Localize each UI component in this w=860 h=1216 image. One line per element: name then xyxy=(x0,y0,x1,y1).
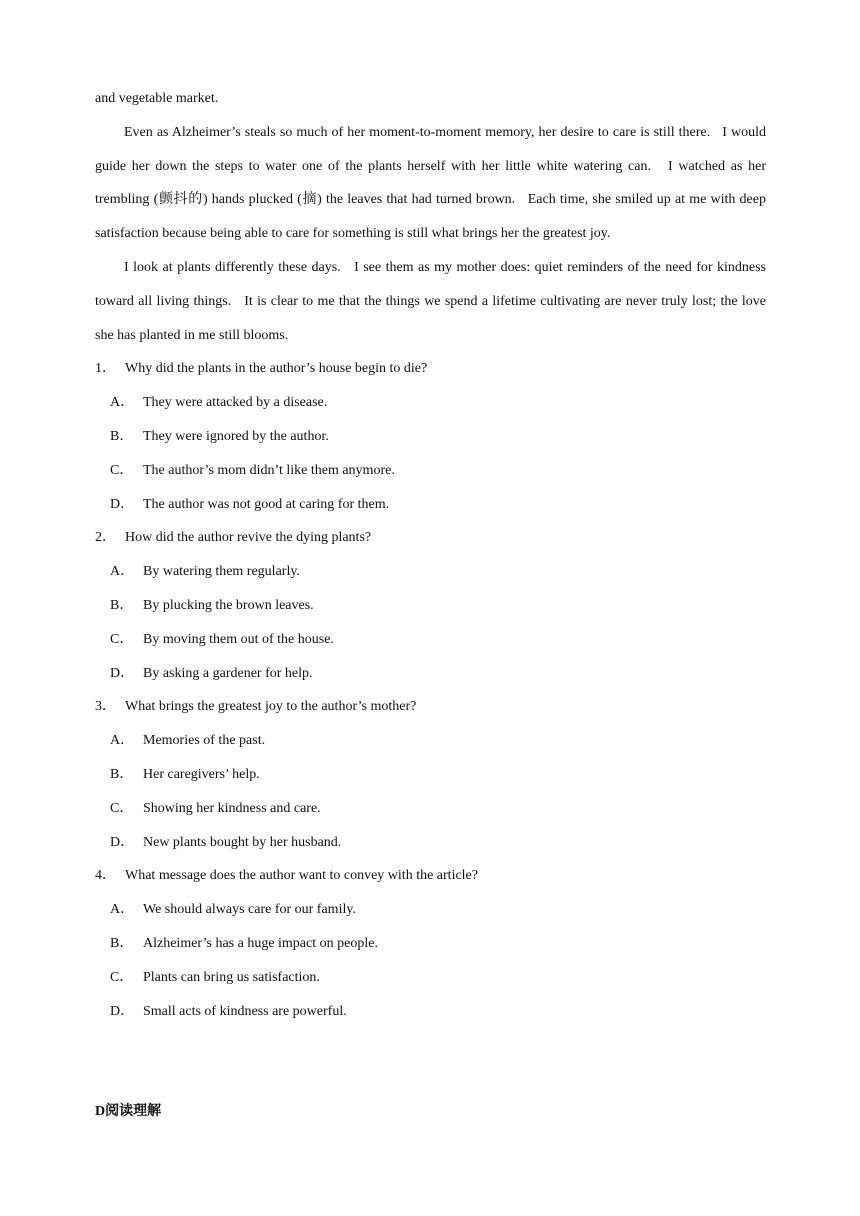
option-c xyxy=(95,454,766,488)
question-number: 2． xyxy=(95,530,116,546)
option-text: Her caregivers’ help. xyxy=(143,766,260,782)
option-text: We should always care for our family. xyxy=(143,902,356,918)
option-letter: A． xyxy=(110,902,135,918)
option-letter: D． xyxy=(110,834,135,850)
option-letter: C． xyxy=(110,631,134,647)
option-d xyxy=(95,995,766,1029)
question-text: Why did the plants in the author’s house begin to die? xyxy=(125,361,428,377)
option-text: The author was not good at caring for them. xyxy=(143,496,390,512)
option-letter: B． xyxy=(110,766,134,782)
option-letter: D． xyxy=(110,496,135,512)
option-text: New plants bought by her husband. xyxy=(143,834,342,850)
option-d xyxy=(95,657,766,691)
question-number: 3． xyxy=(95,699,116,715)
option-text: By moving them out of the house. xyxy=(143,631,334,647)
option-b xyxy=(95,589,766,623)
question-2 xyxy=(95,521,766,690)
option-letter: B． xyxy=(110,597,134,613)
question-number: 1． xyxy=(95,361,116,377)
option-text: By plucking the brown leaves. xyxy=(143,597,314,613)
option-text: By watering them regularly. xyxy=(143,564,300,580)
option-letter: C． xyxy=(110,969,134,985)
option-letter: A． xyxy=(110,733,135,749)
option-text: Alzheimer’s has a huge impact on people. xyxy=(143,935,378,951)
option-c xyxy=(95,792,766,826)
question-number: 4． xyxy=(95,868,116,884)
option-letter: B． xyxy=(110,428,134,444)
option-letter: A． xyxy=(110,395,135,411)
passage-line-continued: and vegetable market. xyxy=(95,91,219,106)
option-a xyxy=(95,724,766,758)
passage-paragraph-2: I look at plants differently these days. I see them as my mother does: quiet reminders of the need for kindness toward all living things. It is clear to me that the things we spend a lifetime cultivating are never truly lost; the love she has planted in me still blooms. xyxy=(95,259,766,343)
option-b xyxy=(95,420,766,454)
option-letter: D． xyxy=(110,1003,135,1019)
option-a xyxy=(95,386,766,420)
option-letter: C． xyxy=(110,800,134,816)
option-d xyxy=(95,488,766,522)
passage-paragraph-1: Even as Alzheimer’s steals so much of her moment-to-moment memory, her desire to care is still there. I would guide her down the steps to water one of the plants herself with her little white watering can. I watched as her trembling (颤抖的) hands plucked (摘) the leaves that had turned brown. Each time, she smiled up at me with deep satisfaction because being able to care for something is still what brings her the greatest joy. xyxy=(95,124,766,242)
option-d xyxy=(95,826,766,860)
option-text: Small acts of kindness are powerful. xyxy=(143,1003,347,1019)
option-c xyxy=(95,623,766,657)
option-c xyxy=(95,961,766,995)
question-text: How did the author revive the dying plants? xyxy=(125,530,372,546)
option-text: They were attacked by a disease. xyxy=(143,395,328,411)
section-heading: D阅读理解 xyxy=(95,1104,162,1119)
option-text: Showing her kindness and care. xyxy=(143,800,321,816)
option-text: The author’s mom didn’t like them anymore. xyxy=(143,462,395,478)
question-1 xyxy=(95,352,766,521)
document-page xyxy=(95,82,766,1028)
option-text: By asking a gardener for help. xyxy=(143,665,313,681)
question-3 xyxy=(95,690,766,859)
option-a xyxy=(95,893,766,927)
option-text: Plants can bring us satisfaction. xyxy=(143,969,320,985)
question-text: What message does the author want to convey with the article? xyxy=(125,868,478,884)
option-a xyxy=(95,555,766,589)
option-b xyxy=(95,758,766,792)
option-letter: C． xyxy=(110,462,134,478)
option-text: Memories of the past. xyxy=(143,733,266,749)
option-letter: D． xyxy=(110,665,135,681)
option-letter: A． xyxy=(110,564,135,580)
option-text: They were ignored by the author. xyxy=(143,428,329,444)
option-letter: B． xyxy=(110,935,134,951)
question-4 xyxy=(95,859,766,1028)
question-text: What brings the greatest joy to the author’s mother? xyxy=(125,699,417,715)
option-b xyxy=(95,927,766,961)
